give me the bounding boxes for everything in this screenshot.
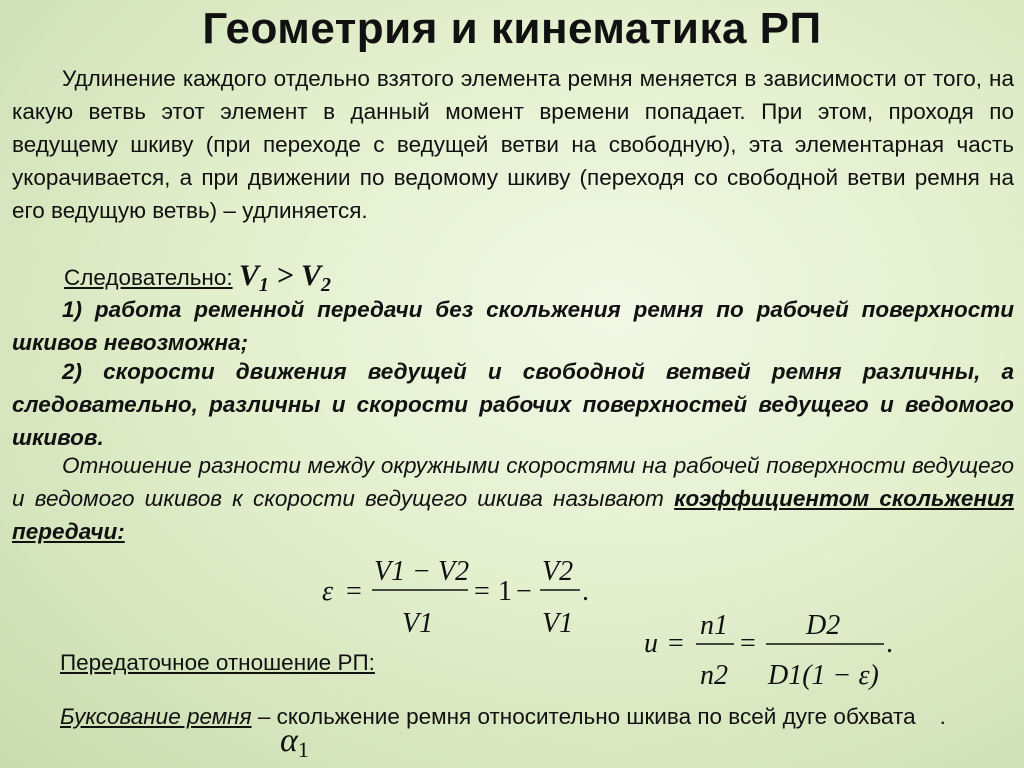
conclusion-line xyxy=(64,259,331,297)
slip-coefficient-paragraph xyxy=(12,449,1014,548)
item1-text: 1) работа ременной передачи без скольжения ремня по рабочей поверхности шкивов невозможна; xyxy=(12,297,1014,355)
v1-symbol: V xyxy=(238,259,259,292)
minus-sign: − xyxy=(516,576,532,607)
belt-slip-definition xyxy=(12,700,1014,733)
gear-ratio-label: Передаточное отношение РП: xyxy=(60,650,375,675)
slip-coefficient-formula xyxy=(318,548,608,640)
v1-subscript: 1 xyxy=(258,274,269,296)
u-symbol: u xyxy=(644,628,658,659)
u-numerator: n1 xyxy=(700,610,728,641)
eps-denominator-2: V1 xyxy=(542,608,574,639)
consequence-item-1 xyxy=(12,293,1014,359)
equals-sign-2: = xyxy=(740,628,756,659)
equals-sign: = xyxy=(346,576,362,607)
slide-title: Геометрия и кинематика РП xyxy=(202,4,822,53)
velocity-inequality xyxy=(238,259,332,296)
slip-coefficient-term: коэффициентом скольжения передачи: xyxy=(12,486,1014,544)
eps-symbol: ε xyxy=(322,576,334,607)
alpha-symbol: α xyxy=(280,722,298,759)
equals-sign-2: = xyxy=(474,576,490,607)
wrap-angle-symbol xyxy=(280,722,309,763)
intro-paragraph xyxy=(12,62,1014,227)
ratio-text: Отношение разности между окружными скоростями на рабочей поверхности ведущего и ведомого шкивов к скорости ведущего шкива называют xyxy=(12,453,1014,511)
period: . xyxy=(582,576,589,607)
u-denominator: n2 xyxy=(700,660,728,691)
eps-denominator: V1 xyxy=(402,608,434,639)
alpha-subscript: 1 xyxy=(297,737,309,762)
period: . xyxy=(886,628,893,659)
belt-slip-text: – скольжение ремня относительно шкива по всей дуге обхвата xyxy=(251,704,916,729)
gear-ratio-formula xyxy=(640,600,900,694)
v2-symbol: V xyxy=(301,259,322,292)
item2-text: 2) скорости движения ведущей и свободной ветвей ремня различны, а следовательно, различны и скорости рабочих поверхностей ведущего и ведомого шкивов. xyxy=(12,359,1014,450)
u-numerator-2: D2 xyxy=(806,610,841,641)
one-digit: 1 xyxy=(498,576,512,607)
v2-subscript: 2 xyxy=(321,274,332,296)
u-denominator-2: D1(1 − ε) xyxy=(768,660,879,691)
greater-than: > xyxy=(268,259,302,292)
belt-slip-period: . xyxy=(939,704,946,729)
eps-numerator: V1 − V2 xyxy=(374,556,470,587)
belt-slip-term: Буксование ремня xyxy=(60,704,252,729)
eps-numerator-2: V2 xyxy=(542,556,574,587)
equals-sign: = xyxy=(668,628,684,659)
consequence-item-2 xyxy=(12,355,1014,454)
intro-text: Удлинение каждого отдельно взятого элемента ремня меняется в зависимости от того, на какую ветвь этот элемент в данный момент времени попадает. При этом, проходя по ведущему шкиву (при переходе с ведущей ветви на свободную), эта элементарная часть укорачивается, а при движении по ведомому шкиву (переходя со свободной ветви ремня на его ведущую ветвь) – удлиняется. xyxy=(12,66,1014,223)
conclusion-label: Следовательно: xyxy=(64,265,233,290)
